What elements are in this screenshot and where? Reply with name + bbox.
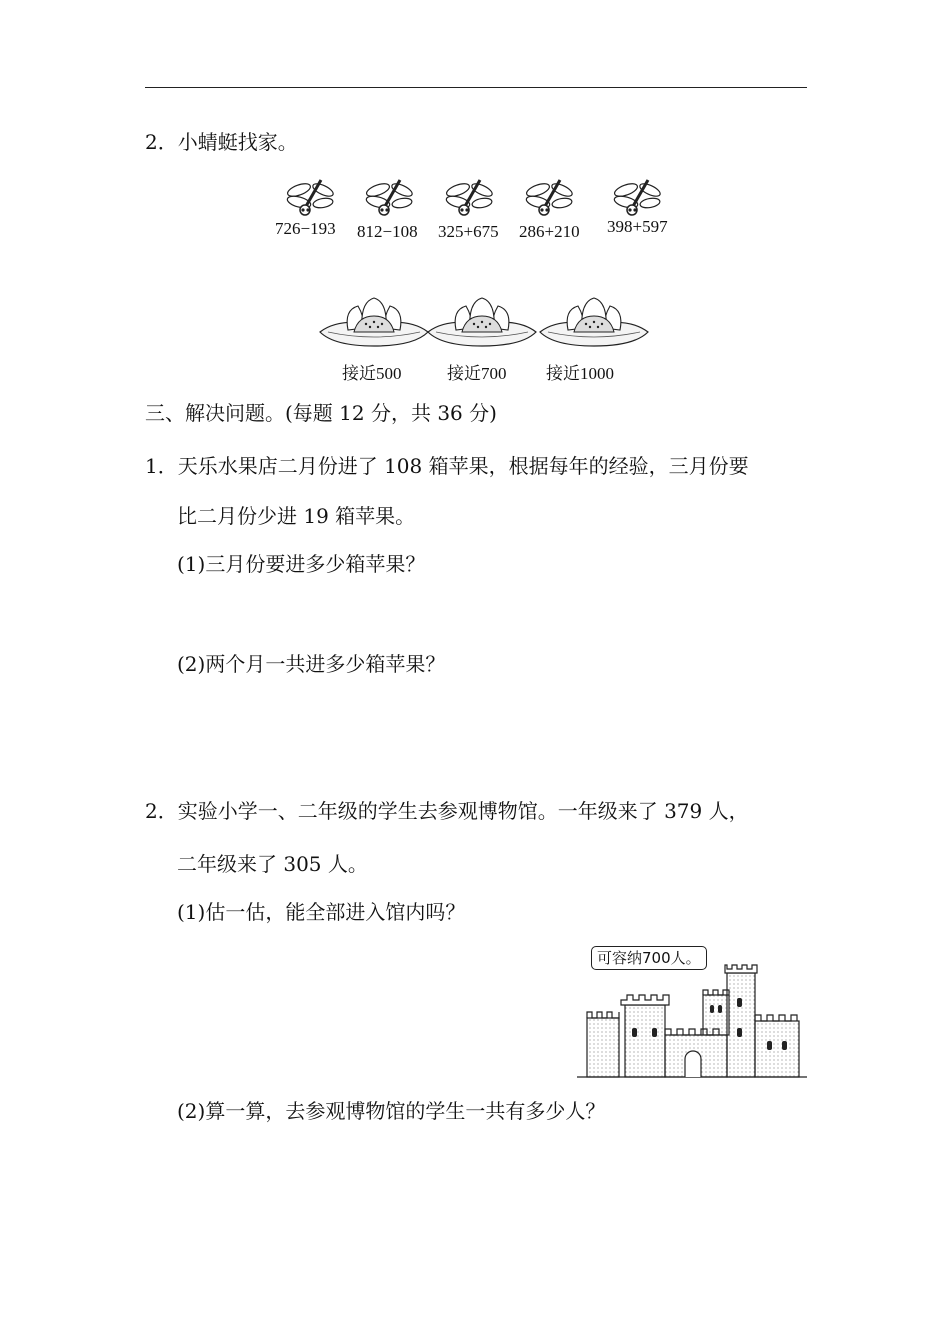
lotus-flower-icon — [538, 296, 650, 352]
problem-2-sub-2: (2)算一算，去参观博物馆的学生一共有多少人？ — [177, 1099, 606, 1123]
header-rule — [145, 87, 807, 88]
lotus-label: 接近1000 — [546, 364, 614, 383]
dragonfly-expression: 325+675 — [438, 222, 499, 241]
problem-1-line-1: 1．天乐水果店二月份进了 108 箱苹果，根据每年的经验，三月份要 — [145, 454, 749, 478]
museum-capacity-sign: 可容纳700人。 — [591, 946, 707, 970]
dragonfly-expression: 726−193 — [275, 219, 336, 238]
dragonfly-expression: 398+597 — [607, 217, 668, 236]
problem-2-line-1: 2．实验小学一、二年级的学生去参观博物馆。一年级来了 379 人， — [145, 799, 749, 823]
problem-1-line-2: 比二月份少进 19 箱苹果。 — [177, 504, 416, 528]
dragonfly-icon — [444, 176, 494, 220]
lotus-flower-icon — [426, 296, 538, 352]
dragonfly-expression: 812−108 — [357, 222, 418, 241]
lotus-label: 接近500 — [342, 364, 402, 383]
problem-2-line-2: 二年级来了 305 人。 — [177, 852, 368, 876]
problem-2-sub-1: (1)估一估，能全部进入馆内吗？ — [177, 900, 466, 924]
dragonfly-expression: 286+210 — [519, 222, 580, 241]
lotus-label: 接近700 — [447, 364, 507, 383]
problem-1-sub-2: (2)两个月一共进多少箱苹果？ — [177, 652, 446, 676]
problem-1-sub-1: (1)三月份要进多少箱苹果？ — [177, 552, 426, 576]
lotus-flower-icon — [318, 296, 430, 352]
question-2-title: 2．小蜻蜓找家。 — [145, 130, 298, 154]
section-3-heading: 三、解决问题。(每题 12 分，共 36 分) — [145, 401, 497, 425]
dragonfly-icon — [285, 176, 335, 220]
dragonfly-icon — [612, 176, 662, 220]
dragonfly-icon — [364, 176, 414, 220]
dragonfly-icon — [524, 176, 574, 220]
